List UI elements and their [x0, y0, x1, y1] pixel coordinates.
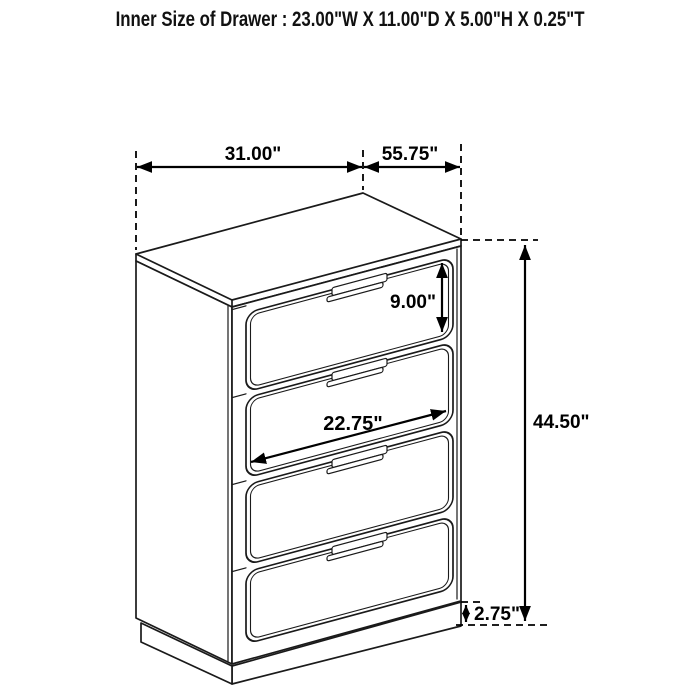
diagram-title-text: Inner Size of Drawer : 23.00"W X 11.00"D X 5.00"H X 0.25"T	[115, 8, 585, 31]
dim-label-base-height: 2.75"	[474, 604, 520, 625]
dimension-base-height	[466, 604, 520, 625]
chest-left-side-panel	[136, 261, 232, 664]
chest-drawing	[136, 193, 461, 684]
dim-label-top-depth: 55.75"	[381, 144, 439, 165]
dimension-top-width	[137, 144, 362, 167]
dim-label-top-width: 31.00"	[224, 144, 282, 165]
dim-label-drawer-width: 22.75"	[323, 413, 383, 435]
dim-label-drawer-height: 9.00"	[390, 292, 436, 313]
dimension-overall-height	[525, 245, 590, 621]
dimension-top-depth	[364, 144, 460, 167]
dim-label-overall-height: 44.50"	[533, 412, 590, 433]
